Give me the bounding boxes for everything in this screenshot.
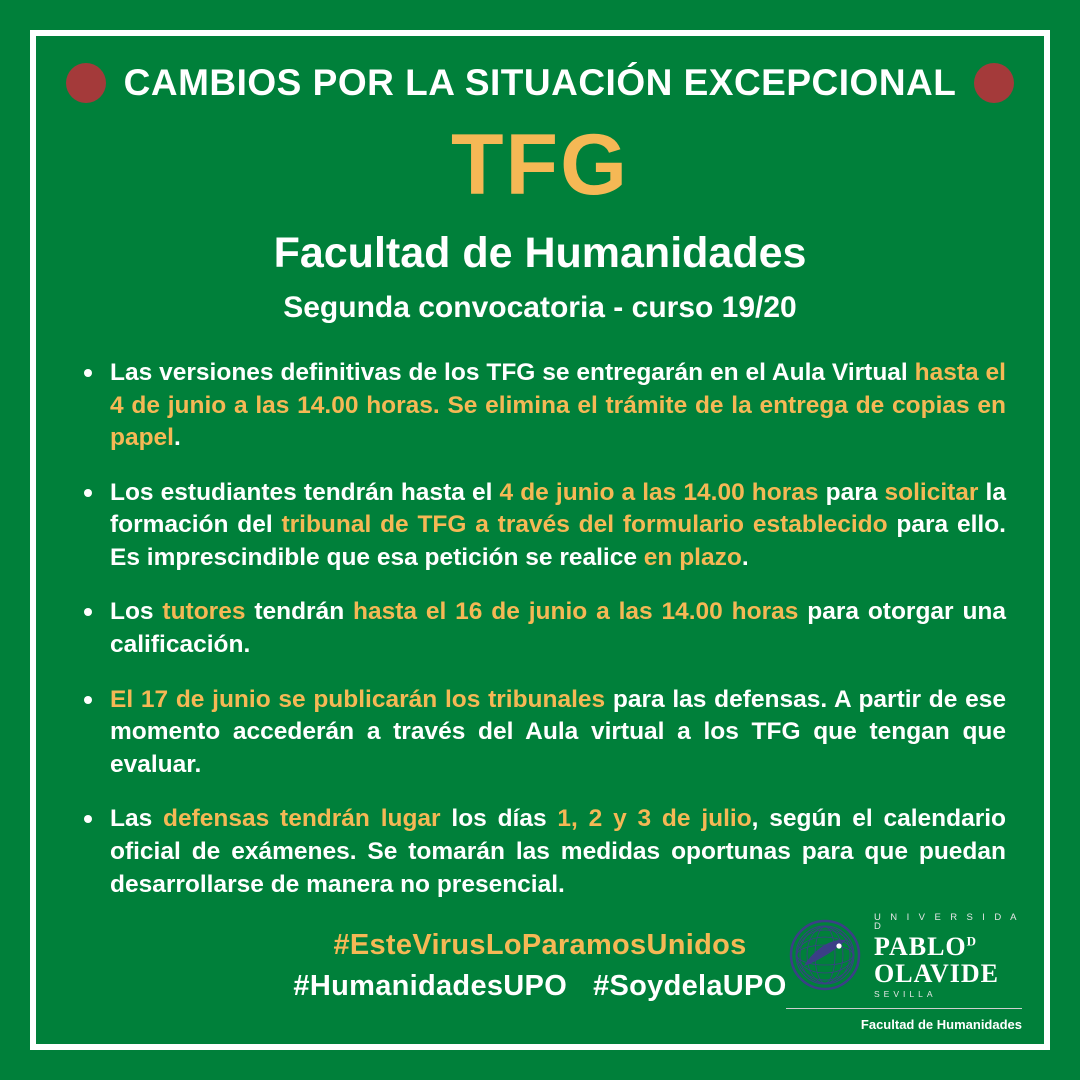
bullet-highlight-text: 1, 2 y 3 de julio bbox=[557, 805, 752, 833]
logo-universidad-text: U N I V E R S I D A D bbox=[874, 911, 1020, 932]
bullet-list bbox=[74, 357, 1006, 901]
bullet-text: para ello. Es imprescindible que esa petición se realice bbox=[110, 511, 1006, 571]
bullet-text: Las bbox=[110, 805, 164, 833]
bullet-text: para bbox=[818, 478, 885, 506]
bullet-text: para otorgar una calificación. bbox=[110, 598, 1006, 659]
faculty-name: Facultad de Humanidades bbox=[273, 229, 807, 277]
bullet-highlight-text: 4 de junio a las 14.00 horas bbox=[499, 478, 819, 506]
bullet-highlight-text: en plazo bbox=[643, 543, 742, 571]
logo-divider bbox=[786, 1008, 1022, 1009]
bullet-highlight-text: hasta el 16 de junio a las 14.00 horas bbox=[353, 598, 799, 626]
logo-olavide-text: OLAVIDE bbox=[874, 958, 1000, 988]
bullet-highlight-text: tribunal de TFG a través del formulario establecido bbox=[281, 511, 888, 539]
bullet-text: los días bbox=[440, 805, 558, 833]
poster-content bbox=[30, 30, 1050, 1003]
bullet-text: Los bbox=[110, 598, 163, 626]
decorative-dot-left bbox=[66, 63, 106, 103]
bullet-highlight-text: solicitar bbox=[884, 478, 979, 506]
page-title: TFG bbox=[451, 117, 629, 213]
upo-logo-wordmark bbox=[874, 913, 1022, 999]
bullet-highlight-text: defensas tendrán lugar bbox=[163, 805, 441, 833]
bullet-text: Las versiones definitivas de los TFG se entregarán en el Aula Virtual bbox=[110, 359, 915, 386]
bullet-highlight-text: hasta el 4 de junio a las 14.00 horas. Se elimina el trámite de la entrega de copias en papel bbox=[110, 359, 1006, 452]
bullet-highlight-text: tutores bbox=[162, 598, 246, 626]
logo-faculty-text: Facultad de Humanidades bbox=[860, 1017, 1022, 1032]
logo-pablo-superscript: D bbox=[966, 932, 978, 948]
hashtag-primary: #EsteVirusLoParamosUnidos bbox=[333, 929, 747, 962]
bullet-text: para las defensas. A partir de ese momento accederán a través del Aula virtual a los TFG que tengan que evaluar. bbox=[110, 685, 1006, 778]
convocatoria-subtitle: Segunda convocatoria - curso 19/20 bbox=[283, 291, 797, 324]
banner-title: CAMBIOS POR LA SITUACIÓN EXCEPCIONAL bbox=[123, 62, 957, 103]
bullet-item bbox=[74, 357, 1006, 455]
bullet-text: , según el calendario oficial de exámenes. Se tomarán las medidas oportunas para que puedan desarrollarse de manera no presencial. bbox=[110, 805, 1007, 898]
bullet-text: la formación del bbox=[110, 478, 1006, 539]
bullet-text: . bbox=[741, 543, 749, 571]
bullet-text: Los estudiantes tendrán hasta el bbox=[110, 478, 500, 506]
bullet-item bbox=[74, 596, 1006, 661]
upo-logo bbox=[786, 913, 1022, 1033]
upo-logo-main bbox=[786, 913, 1022, 999]
bullet-text: . bbox=[174, 424, 181, 452]
banner-header bbox=[74, 62, 1006, 104]
bullet-item bbox=[74, 803, 1006, 901]
hashtag-soydelaupo: #SoydelaUPO bbox=[593, 970, 787, 1003]
bullet-highlight-text: El 17 de junio se publicarán los tribunales bbox=[110, 685, 606, 713]
hashtag-humanidades: #HumanidadesUPO bbox=[293, 970, 568, 1003]
decorative-dot-right bbox=[974, 63, 1014, 103]
logo-pablo-text: $PABLO^D$ bbox=[874, 931, 978, 961]
bullet-text: tendrán bbox=[245, 598, 354, 626]
bullet-item bbox=[74, 684, 1006, 782]
upo-seal-icon bbox=[786, 916, 864, 994]
logo-sevilla-text: SEVILLA bbox=[874, 988, 937, 999]
bullet-item bbox=[74, 477, 1006, 575]
